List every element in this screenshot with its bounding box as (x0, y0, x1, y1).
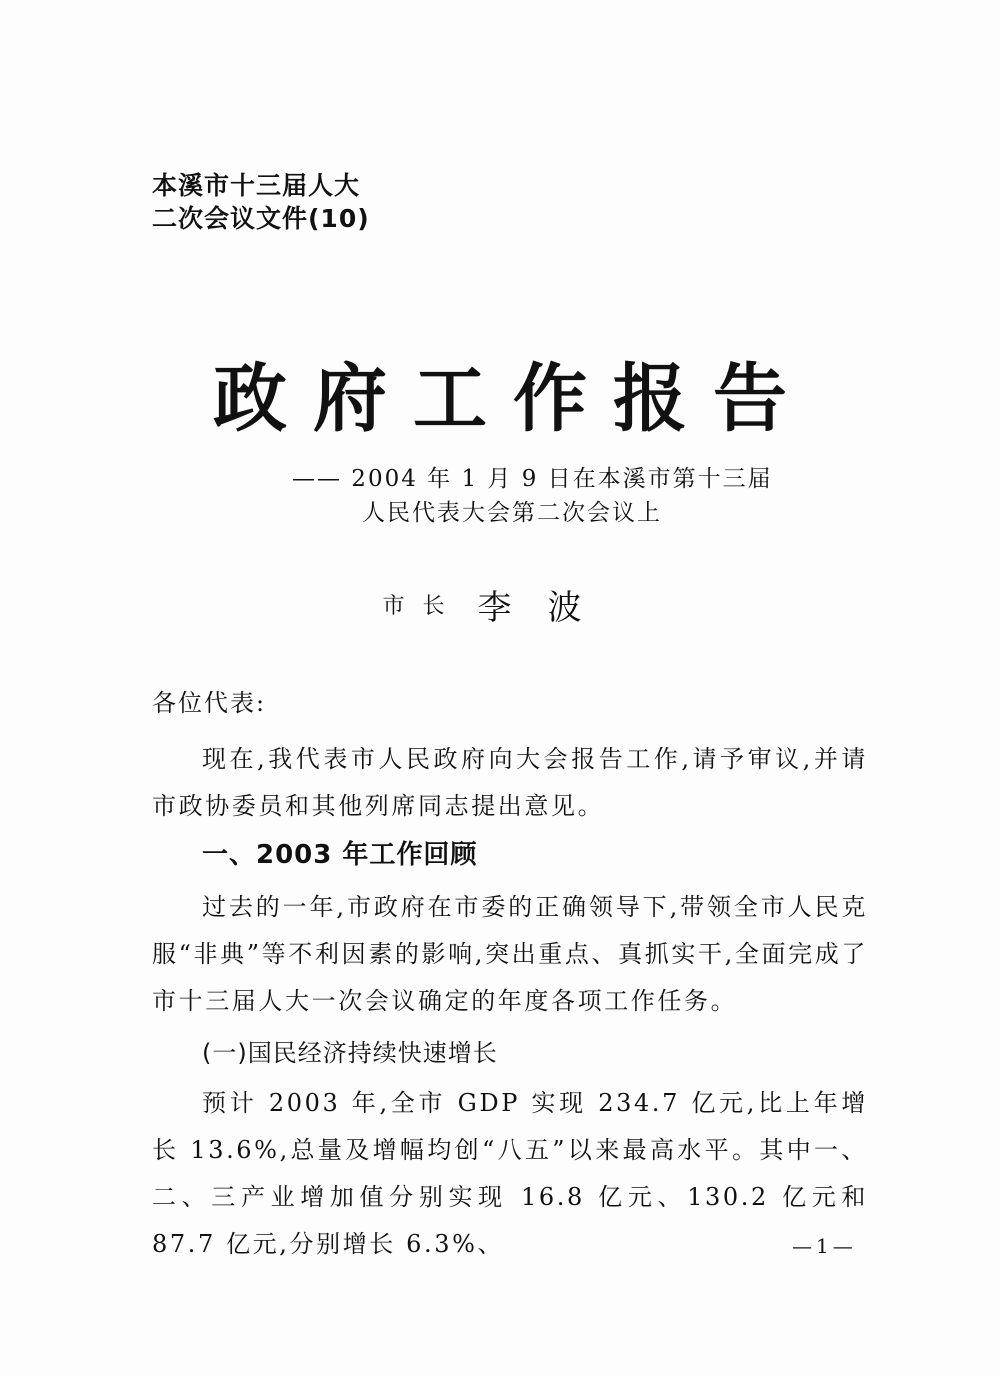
document-series-label-line-2: 二次会议文件(10) (152, 204, 370, 233)
paragraph-economy: 预计 2003 年,全市 GDP 实现 234.7 亿元,比上年增长 13.6%,总量及增幅均创“八五”以来最高水平。其中一、二、三产业增加值分别实现 16.8 亿元、130.2 亿元和 87.7 亿元,分别增长 6.3%、 (152, 1089, 868, 1258)
document-title: 政府工作报告 (213, 356, 813, 442)
author-name: 李波 (477, 588, 618, 628)
subtitle-line-1: —— 2004 年 1 月 9 日在本溪市第十三届 (292, 466, 773, 492)
author-line (0, 580, 1000, 629)
subtitle-line-2: 人民代表大会第二次会议上 (362, 500, 662, 526)
paragraph-review: 过去的一年,市政府在市委的正确领导下,带领全市人民克服“非典”等不利因素的影响,突出重点、真抓实干,全面完成了市十三届人大一次会议确定的年度各项工作任务。 (152, 893, 868, 1015)
author-title: 市长 (382, 594, 463, 619)
section-heading: 一、2003 年工作回顾 (202, 840, 478, 870)
page-number: —1— (792, 1234, 857, 1258)
salutation: 各位代表: (152, 689, 267, 717)
paragraph-intro: 现在,我代表市人民政府向大会报告工作,请予审议,并请市政协委员和其他列席同志提出意见。 (152, 745, 868, 820)
document-series-label-line-1: 本溪市十三届人大 (152, 171, 361, 200)
subsection-heading: (一)国民经济持续快速增长 (202, 1039, 498, 1067)
